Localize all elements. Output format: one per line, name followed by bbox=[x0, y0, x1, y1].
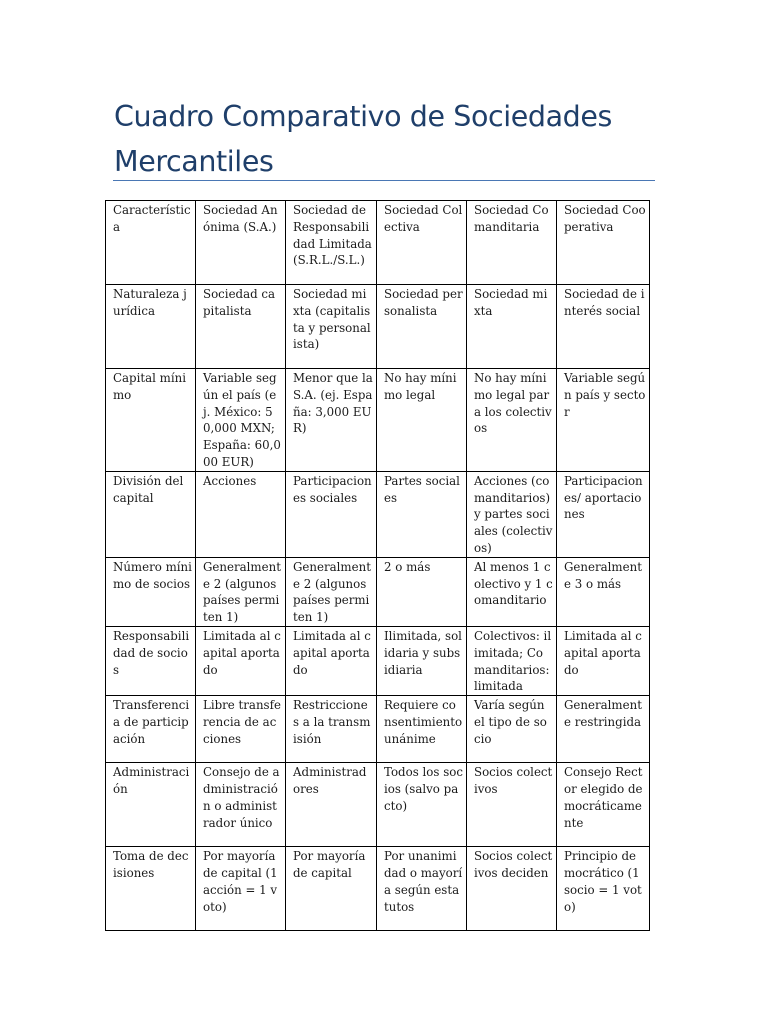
row-label-cell: Transferencia de participación bbox=[106, 696, 196, 763]
table-cell: Partes sociales bbox=[377, 471, 467, 557]
table-cell: Participaciones sociales bbox=[286, 471, 377, 557]
header-cell: Sociedad Comanditaria bbox=[467, 201, 557, 285]
title-underline bbox=[113, 180, 655, 181]
table-cell: Acciones (comanditarios) y partes sociales (colectivos) bbox=[467, 471, 557, 557]
table-cell: Libre transferencia de acciones bbox=[196, 696, 286, 763]
table-cell: Varía según el tipo de socio bbox=[467, 696, 557, 763]
table-cell: Administradores bbox=[286, 763, 377, 847]
table-cell: Ilimitada, solidaria y subsidiaria bbox=[377, 626, 467, 695]
table-cell: Principio democrático (1 socio = 1 voto) bbox=[557, 847, 650, 931]
table-cell: Por unanimidad o mayoría según estatutos bbox=[377, 847, 467, 931]
row-label-cell: Naturaleza jurídica bbox=[106, 285, 196, 369]
table-row bbox=[106, 285, 650, 369]
header-cell: Sociedad Colectiva bbox=[377, 201, 467, 285]
table-cell: Variable según país y sector bbox=[557, 369, 650, 472]
table-cell: No hay mínimo legal bbox=[377, 369, 467, 472]
table-header-row bbox=[106, 201, 650, 285]
table-cell: Menor que la S.A. (ej. España: 3,000 EUR) bbox=[286, 369, 377, 472]
comparison-table bbox=[105, 200, 650, 931]
table-row bbox=[106, 557, 650, 626]
table-cell: 2 o más bbox=[377, 557, 467, 626]
table-row bbox=[106, 696, 650, 763]
table-cell: Sociedad de interés social bbox=[557, 285, 650, 369]
table-cell: Requiere consentimiento unánime bbox=[377, 696, 467, 763]
table-cell: Restricciones a la transmisión bbox=[286, 696, 377, 763]
table-cell: Limitada al capital aportado bbox=[557, 626, 650, 695]
table-cell: Consejo de administración o administrador único bbox=[196, 763, 286, 847]
row-label-cell: Administración bbox=[106, 763, 196, 847]
table-cell: Al menos 1 colectivo y 1 comanditario bbox=[467, 557, 557, 626]
table-cell: Generalmente 3 o más bbox=[557, 557, 650, 626]
table-cell: Generalmente 2 (algunos países permiten 1) bbox=[196, 557, 286, 626]
table-cell: Socios colectivos deciden bbox=[467, 847, 557, 931]
header-cell: Sociedad Cooperativa bbox=[557, 201, 650, 285]
document-title: Cuadro Comparativo de Sociedades Mercantiles bbox=[114, 100, 612, 178]
table-cell: Participaciones/ aportaciones bbox=[557, 471, 650, 557]
table-cell: Sociedad capitalista bbox=[196, 285, 286, 369]
table-cell: Consejo Rector elegido democráticamente bbox=[557, 763, 650, 847]
table-cell: Variable según el país (ej. México: 50,000 MXN; España: 60,000 EUR) bbox=[196, 369, 286, 472]
row-label-cell: Toma de decisiones bbox=[106, 847, 196, 931]
table-cell: Sociedad personalista bbox=[377, 285, 467, 369]
table-cell: Por mayoría de capital (1 acción = 1 voto) bbox=[196, 847, 286, 931]
table-cell: No hay mínimo legal para los colectivos bbox=[467, 369, 557, 472]
header-cell: Característica bbox=[106, 201, 196, 285]
table-cell: Generalmente restringida bbox=[557, 696, 650, 763]
row-label-cell: División del capital bbox=[106, 471, 196, 557]
table-cell: Limitada al capital aportado bbox=[286, 626, 377, 695]
table-row bbox=[106, 763, 650, 847]
row-label-cell: Número mínimo de socios bbox=[106, 557, 196, 626]
table-cell: Limitada al capital aportado bbox=[196, 626, 286, 695]
table-cell: Generalmente 2 (algunos países permiten 1) bbox=[286, 557, 377, 626]
header-cell: Sociedad Anónima (S.A.) bbox=[196, 201, 286, 285]
table-cell: Todos los socios (salvo pacto) bbox=[377, 763, 467, 847]
table-cell: Por mayoría de capital bbox=[286, 847, 377, 931]
table-cell: Sociedad mixta bbox=[467, 285, 557, 369]
table-row bbox=[106, 369, 650, 472]
header-cell: Sociedad de Responsabilidad Limitada (S.R.L./S.L.) bbox=[286, 201, 377, 285]
table-row bbox=[106, 847, 650, 931]
row-label-cell: Capital mínimo bbox=[106, 369, 196, 472]
row-label-cell: Responsabilidad de socios bbox=[106, 626, 196, 695]
table-cell: Sociedad mixta (capitalista y personalista) bbox=[286, 285, 377, 369]
table-cell: Acciones bbox=[196, 471, 286, 557]
table-row bbox=[106, 626, 650, 695]
table-cell: Socios colectivos bbox=[467, 763, 557, 847]
table-cell: Colectivos: ilimitada; Comanditarios: limitada bbox=[467, 626, 557, 695]
table-row bbox=[106, 471, 650, 557]
